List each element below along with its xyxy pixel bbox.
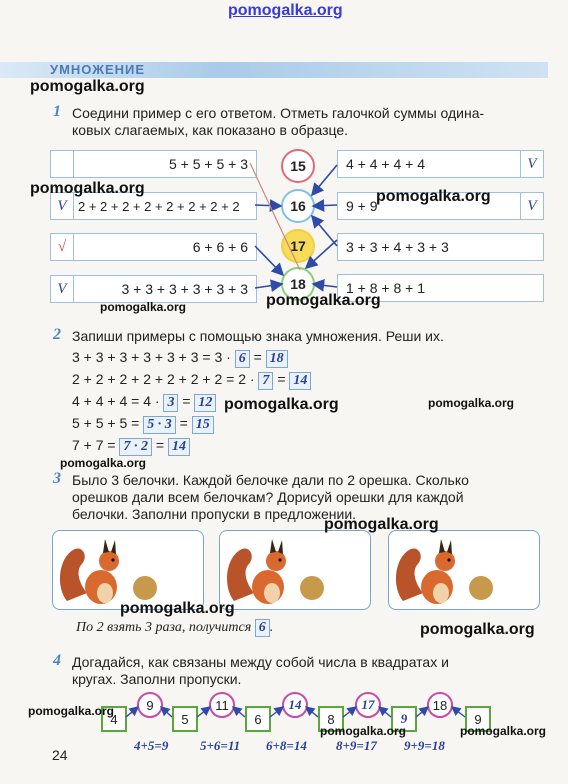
watermark: pomogalka.org: [28, 704, 115, 718]
sum-note: 8+9=17: [336, 738, 377, 753]
answer-box[interactable]: 7: [258, 372, 273, 390]
watermark: pomogalka.org: [60, 456, 147, 470]
sum-expression: 2 + 2 + 2 + 2 + 2 + 2 + 2 + 2: [78, 198, 240, 214]
number-square[interactable]: 8: [318, 706, 344, 732]
answer-box[interactable]: 7 · 2: [119, 438, 152, 456]
task4-text-line1: Догадайся, как связаны между собой числа в квадратах и: [72, 654, 449, 670]
number-square[interactable]: 9: [465, 706, 491, 732]
watermark: pomogalka.org: [320, 724, 407, 738]
squirrel-illustration: [53, 531, 203, 609]
task3-text-line3: белочки. Заполни пропуски в предложении.: [72, 506, 357, 522]
equals-sign: =: [253, 349, 262, 365]
answer-box[interactable]: 6: [235, 350, 250, 368]
answer-circle-16[interactable]: 16: [281, 189, 315, 223]
task-number-2: 2: [53, 326, 61, 343]
equation-left: 4 + 4 + 4 = 4 ·: [72, 393, 160, 409]
sum-expression: 3 + 3 + 3 + 3 + 3 + 3: [121, 281, 248, 297]
sum-expression: 4 + 4 + 4 + 4: [346, 156, 426, 172]
watermark: pomogalka.org: [324, 516, 439, 533]
equals-sign: =: [182, 393, 191, 409]
equation-line: [72, 393, 216, 412]
answer-box[interactable]: 6: [255, 619, 270, 637]
watermark: pomogalka.org: [30, 78, 145, 95]
squirrel-illustration: [389, 531, 539, 609]
number-circle[interactable]: 18: [427, 692, 453, 718]
number-square[interactable]: 9: [391, 706, 417, 732]
page-number: 24: [52, 747, 68, 763]
number-square[interactable]: 4: [101, 706, 127, 732]
task1-text-line2: ковых слагаемых, как показано в образце.: [72, 122, 349, 138]
squirrel-illustration: [220, 531, 370, 609]
sum-expression: 6 + 6 + 6: [192, 239, 248, 255]
task2-text: Запиши примеры с помощью знака умножения. Реши их.: [72, 328, 444, 344]
equation-left: 7 + 7 =: [72, 437, 116, 453]
equation-line: [72, 349, 288, 368]
task-number-1: 1: [53, 103, 61, 120]
number-circle[interactable]: 17: [355, 692, 381, 718]
sum-note: 9+9=18: [404, 738, 445, 753]
watermark: pomogalka.org: [100, 300, 187, 314]
connector-arrows: [0, 0, 568, 320]
checkbox[interactable]: V: [520, 193, 543, 219]
squirrel-picture-2: [219, 530, 371, 610]
checkbox[interactable]: V: [51, 193, 74, 219]
task-number-4: 4: [53, 652, 61, 669]
section-title: УМНОЖЕНИЕ: [50, 62, 146, 77]
squirrel-picture-1: [52, 530, 204, 610]
checkbox[interactable]: V: [51, 276, 74, 302]
equals-sign: =: [179, 415, 188, 431]
answer-suffix: .: [269, 620, 274, 635]
task1-text-line1: Соедини пример с его ответом. Отметь галочкой суммы одина-: [72, 105, 485, 121]
number-square[interactable]: 5: [172, 706, 198, 732]
equation-left: 5 + 5 + 5 =: [72, 415, 140, 431]
sum-note: 5+6=11: [200, 738, 241, 753]
answer-circle-15[interactable]: 15: [281, 149, 315, 183]
answer-prefix: По 2 взять 3 раза, получится: [76, 620, 252, 635]
task3-text-line2: орешков дали всем белочкам? Дорисуй орешки для каждой: [72, 489, 464, 505]
equation-line: [72, 437, 190, 456]
watermark: pomogalka.org: [376, 188, 491, 205]
watermark-top[interactable]: pomogalka.org: [228, 2, 343, 19]
answer-box[interactable]: 18: [266, 350, 288, 368]
equation-left: 3 + 3 + 3 + 3 + 3 + 3 = 3 ·: [72, 349, 231, 365]
sum-expression: 3 + 3 + 4 + 3 + 3: [346, 239, 449, 255]
answer-box[interactable]: 3: [163, 394, 178, 412]
equation-line: [72, 415, 214, 434]
checkbox[interactable]: √: [51, 234, 74, 260]
checkbox[interactable]: V: [520, 151, 543, 177]
answer-box[interactable]: 5 · 3: [143, 416, 176, 434]
answer-circle-17[interactable]: 17: [281, 229, 315, 263]
sum-expression: 1 + 8 + 8 + 1: [346, 280, 426, 296]
equation-left: 2 + 2 + 2 + 2 + 2 + 2 + 2 = 2 ·: [72, 371, 255, 387]
watermark: pomogalka.org: [30, 180, 145, 197]
equals-sign: =: [277, 371, 286, 387]
number-circle[interactable]: 14: [282, 692, 308, 718]
watermark: pomogalka.org: [224, 396, 339, 413]
red-line: [250, 163, 300, 270]
sum-expression: 9 + 9: [346, 198, 378, 214]
task-number-3: 3: [53, 470, 61, 487]
watermark: pomogalka.org: [428, 396, 515, 410]
task3-answer-sentence: [76, 619, 273, 637]
watermark: pomogalka.org: [120, 600, 235, 617]
squirrel-picture-3: [388, 530, 540, 610]
answer-box[interactable]: 14: [168, 438, 190, 456]
number-square[interactable]: 6: [245, 706, 271, 732]
watermark: pomogalka.org: [460, 724, 547, 738]
watermark: pomogalka.org: [266, 292, 381, 309]
equation-line: [72, 371, 311, 390]
number-circle[interactable]: 9: [137, 692, 163, 718]
answer-box[interactable]: 14: [289, 372, 311, 390]
task3-text-line1: Было 3 белочки. Каждой белочке дали по 2 орешка. Сколько: [72, 472, 469, 488]
answer-circle-18[interactable]: 18: [281, 267, 315, 301]
watermark: pomogalka.org: [420, 621, 535, 638]
sum-expression: 5 + 5 + 5 + 3: [168, 156, 248, 172]
answer-box[interactable]: 15: [192, 416, 214, 434]
equals-sign: =: [155, 437, 165, 453]
number-circle[interactable]: 11: [209, 692, 235, 718]
answer-box[interactable]: 12: [194, 394, 216, 412]
sum-note: 6+8=14: [266, 738, 307, 753]
sum-note: 4+5=9: [134, 738, 169, 753]
task4-text-line2: кругах. Заполни пропуски.: [72, 671, 242, 687]
